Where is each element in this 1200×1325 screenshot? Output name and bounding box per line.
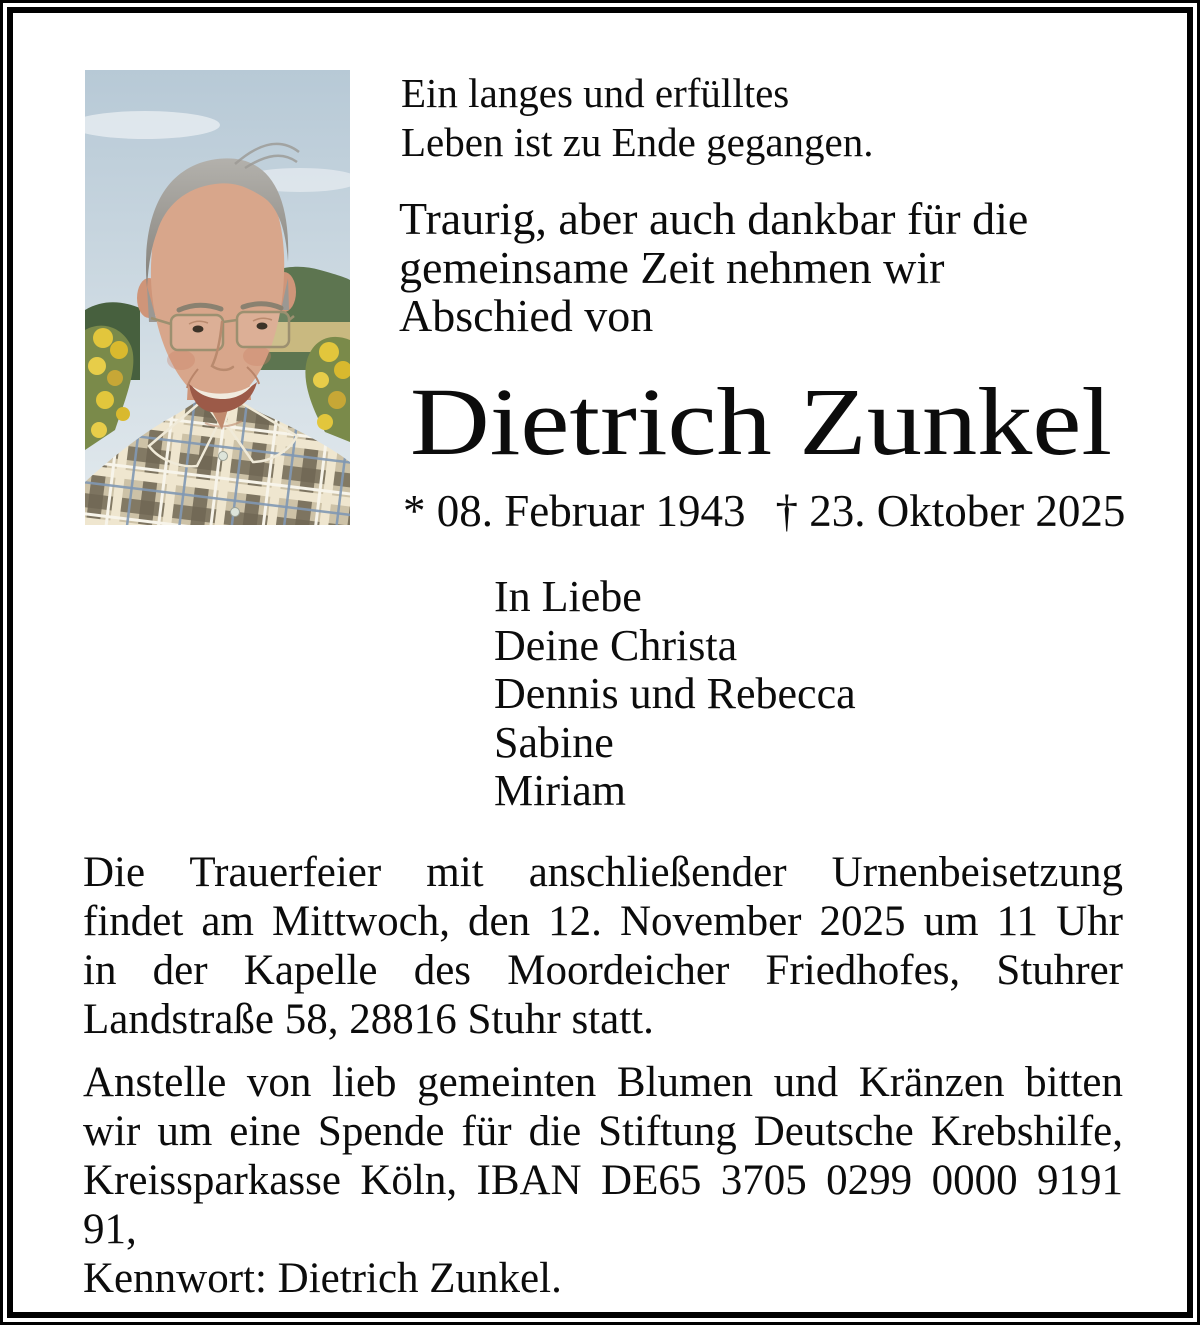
family-names [494,573,856,816]
shirt-button [219,452,228,461]
eye-left [193,326,204,333]
cheek-left [167,350,195,370]
birth-date: * 08. Februar 1943 [403,486,746,536]
deceased-name [410,368,1113,475]
text-line: Abschied von [399,290,654,341]
text-line: Deine Christa [494,620,738,670]
farewell-text [399,195,1028,341]
text-line: Leben ist zu Ende gegangen. [401,118,874,165]
text-line: Landstraße 58, 28816 Stuhr statt. [83,996,654,1043]
eye-right [257,323,268,330]
text-line: Miriam [494,766,626,815]
life-dates [403,486,1125,536]
text-line: gemeinsame Zeit nehmen wir [399,241,945,293]
death-date: † 23. Oktober 2025 [775,486,1126,536]
donation-request-paragraph [83,1058,1123,1303]
text-line: Sabine [494,717,614,767]
text-line: findet am Mittwoch, den 12. November 2025 um 11 Uhr [83,898,1123,945]
portrait-photo [85,70,350,525]
text-line: Kennwort: Dietrich Zunkel. [83,1255,562,1302]
text-line: Kreissparkasse Köln, IBAN DE65 3705 0299 0000 9191 91, [83,1157,1123,1253]
funeral-info-paragraph [83,848,1123,1044]
intro-text [401,69,873,166]
text-line: in der Kapelle des Moordeicher Friedhofes, Stuhrer [83,947,1123,994]
text-line: Anstelle von lieb gemeinten Blumen und Kränzen bitten [83,1059,1123,1106]
portrait-illustration [85,70,350,525]
text-line: Dennis und Rebecca [494,669,856,718]
shirt-button [231,508,240,517]
cheek-right [243,346,271,366]
text-line: Die Trauerfeier mit anschließender Urnenbeisetzung [83,849,1123,896]
text-line: In Liebe [494,572,642,621]
glasses [151,312,294,350]
text-line: wir um eine Spende für die Stiftung Deutsche Krebshilfe, [83,1108,1123,1155]
deceased-name-text: Dietrich Zunkel [410,368,1113,475]
text-line: Traurig, aber auch dankbar für die [399,193,1029,244]
text-line: Ein langes und erfülltes [401,70,790,116]
